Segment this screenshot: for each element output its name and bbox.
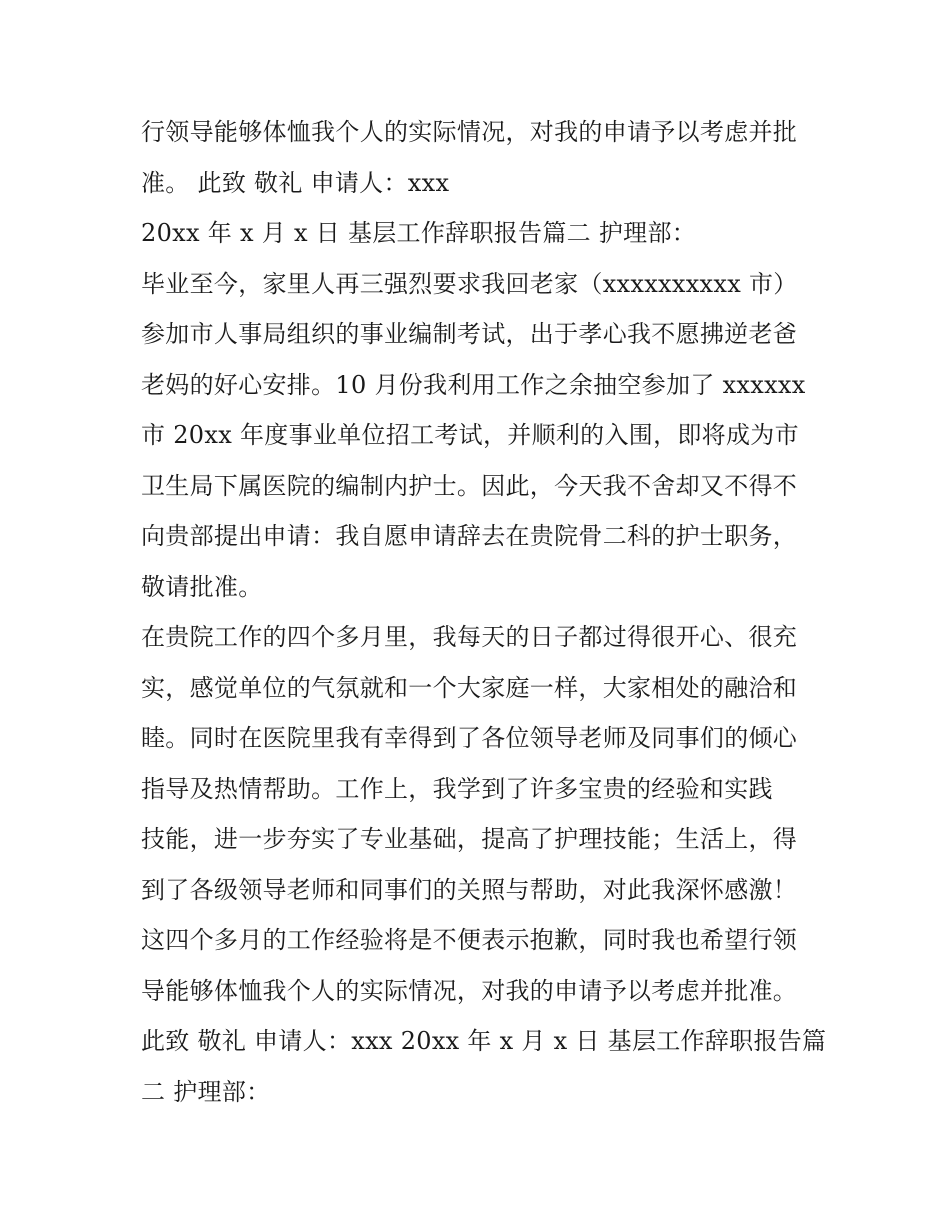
text-line: 指导及热情帮助。工作上，我学到了许多宝贵的经验和实践 — [141, 774, 773, 803]
text-line: 到了各级领导老师和同事们的关照与帮助，对此我深怀感激！ — [141, 875, 798, 904]
text-line: 参加市人事局组织的事业编制考试，出于孝心我不愿拂逆老爸 — [141, 320, 798, 348]
text-line: 这四个多月的工作经验将是不便表示抱歉，同时我也希望行领 — [141, 926, 798, 954]
text-line: 二 护理部： — [141, 1077, 271, 1106]
text-line: 此致 敬礼 申请人：xxx 20xx 年 x 月 x 日 基层工作辞职报告篇 — [141, 1027, 827, 1055]
text-line: 市 20xx 年度事业单位招工考试，并顺利的入围，即将成为市 — [141, 421, 799, 449]
text-line: 向贵部提出申请：我自愿申请辞去在贵院骨二科的护士职务， — [141, 522, 798, 550]
text-line: 毕业至今，家里人再三强烈要求我回老家（xxxxxxxxxx 市） — [141, 269, 798, 298]
text-line: 在贵院工作的四个多月里，我每天的日子都过得很开心、很充 — [141, 623, 798, 651]
text-line: 敬请批准。 — [141, 572, 263, 601]
text-line: 技能，进一步夯实了专业基础，提高了护理技能；生活上，得 — [141, 825, 798, 853]
text-line: 导能够体恤我个人的实际情况，对我的申请予以考虑并批准。 — [141, 976, 798, 1005]
text-line: 准。 此致 敬礼 申请人：xxx — [141, 168, 450, 197]
text-line: 老妈的好心安排。10 月份我利用工作之余抽空参加了 xxxxxx — [141, 370, 806, 399]
text-line: 实，感觉单位的气氛就和一个大家庭一样，大家相处的融洽和 — [141, 673, 798, 702]
text-line: 睦。同时在医院里我有幸得到了各位领导老师及同事们的倾心 — [141, 724, 798, 752]
text-line: 20xx 年 x 月 x 日 基层工作辞职报告篇二 护理部： — [141, 219, 697, 247]
text-line: 卫生局下属医院的编制内护士。因此，今天我不舍却又不得不 — [141, 471, 798, 500]
document-body — [141, 107, 841, 1117]
text-line: 行领导能够体恤我个人的实际情况，对我的申请予以考虑并批 — [141, 118, 798, 146]
